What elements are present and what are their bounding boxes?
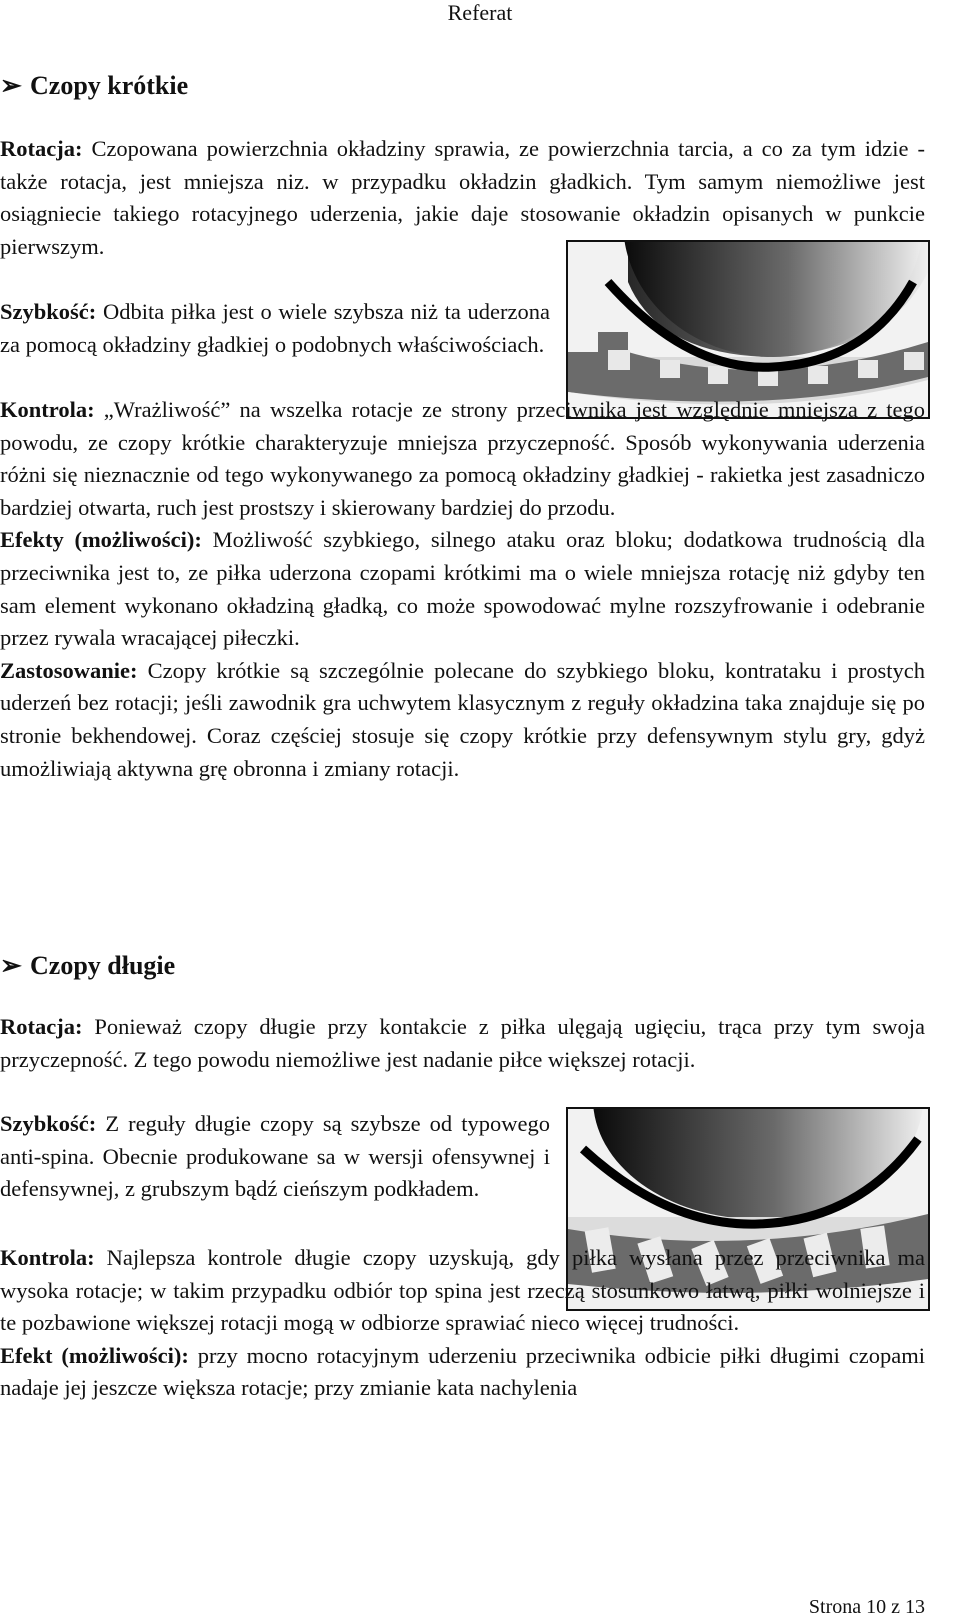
section-title: Czopy krótkie [30,71,189,100]
label-rotacja: Rotacja: [0,136,83,161]
paragraph-kontrola [0,1242,925,1340]
paragraph-szybkosc [0,296,550,361]
section-body-long-pips [0,1011,925,1076]
paragraph-efekt [0,1340,925,1405]
text-zastosowanie: Czopy krótkie są szczególnie polecane do szybkiego bloku, kontrataku i prostych uderzeń bez rotacji; jeśli zawodnik gra uchwytem klasycznym z reguły okładzina taka znajduje się po stronie bekhendowej. Coraz częściej stosuje się czopy krótkie przy defensywnym stylu gry, gdyż umożliwiają aktywna grę obronna i zmiany rotacji. [0,657,925,781]
section-body-short-pips-wrap [0,296,550,361]
label-efekty: Efekty (możliwości): [0,527,202,553]
text-szybkosc: Z reguły długie czopy są szybsze od typowego anti-spina. Obecnie produkowane sa w wersji ofensywnej i defensywnej, z grubszym bądź cieńszym podkładem. [0,1111,550,1202]
text-rotacja: Ponieważ czopy długie przy kontakcie z piłka ulęgają ugięciu, trąca przy tym swoja przyczepność. Z tego powodu niemożliwe jest nadanie piłce większej rotacji. [0,1014,925,1072]
label-kontrola: Kontrola: [0,397,95,422]
text-rotacja: Czopowana powierzchnia okładziny sprawia, ze powierzchnia tarcia, a co za tym idzie - także rotacja, jest mniejsza niz. w przypadku okładzin gładkich. Tym samym niemożliwe jest osiągniecie takiego rotacyjnego uderzenia, jakie daje stosowanie okładzin opisanych w punkcie pierwszym. [0,136,925,259]
label-zastosowanie: Zastosowanie: [0,657,138,683]
page-header: Referat [447,0,513,25]
section-body-long-pips-wrap [0,1108,550,1206]
section-heading-short-pips [0,70,188,102]
label-kontrola: Kontrola: [0,1245,95,1270]
paragraph-rotacja [0,1011,925,1076]
text-kontrola: Najlepsza kontrole długie czopy uzyskują, gdy piłka wysłana przez przeciwnika ma wysoka rotacje; w takim przypadku odbiór top spina jest rzeczą stosunkowo łatwą, piłki wolniejsze i te pozbawione większej rotacji mogą w odbiorze sprawiać nieco więcej trudności. [0,1245,925,1336]
section-heading-long-pips [0,950,175,982]
text-kontrola: „Wrażliwość” na wszelka rotacje ze strony przeciwnika jest względnie mniejsza z tego powodu, ze czopy krótkie charakteryzuje mniejsza przyczepność. Sposób wykonywania uderzenia różni się nieznacznie od tego wykonywanego za pomocą okładziny gładkiej - rakietka jest zasadniczo bardziej otwarta, ruch jest prostszy i skierowany bardziej do przodu. [0,397,925,520]
text-szybkosc: Odbita piłka jest o wiele szybsza niż ta uderzona za pomocą okładziny gładkiej o podobnych właściwościach. [0,299,550,357]
label-szybkosc: Szybkość: [0,1111,97,1136]
paragraph-zastosowanie [0,655,925,785]
section-title: Czopy długie [30,951,176,980]
label-efekt: Efekt (możliwości): [0,1342,189,1368]
arrow-bullet-icon: ➢ [0,71,22,100]
page-number: Strona 10 z 13 [808,1596,925,1618]
text-efekt: przy mocno rotacyjnym uderzeniu przeciwnika odbicie piłki długimi czopami nadaje jej jeszcze większa rotacje; przy zmianie kata nachylenia [0,1342,926,1401]
short-pips-illustration [566,240,930,419]
section-body-short-pips-rest [0,394,925,785]
section-body-long-pips-rest [0,1242,925,1405]
arrow-bullet-icon: ➢ [0,951,22,980]
label-szybkosc: Szybkość: [0,299,97,324]
label-rotacja: Rotacja: [0,1014,83,1039]
text-efekty: Możliwość szybkiego, silnego ataku oraz bloku; dodatkowa trudnością dla przeciwnika jest to, ze piłka uderzona czopami krótkimi ma o wiele mniejsza rotację niż gdyby ten sam element wykonano okładziną gładką, co może spowodować mylne rozszyfrowanie i odebranie przez rywala wracającej piłeczki. [0,527,925,651]
paragraph-kontrola [0,394,925,524]
paragraph-szybkosc [0,1108,550,1206]
paragraph-efekty [0,524,925,654]
short-pips-diagram [568,242,928,417]
